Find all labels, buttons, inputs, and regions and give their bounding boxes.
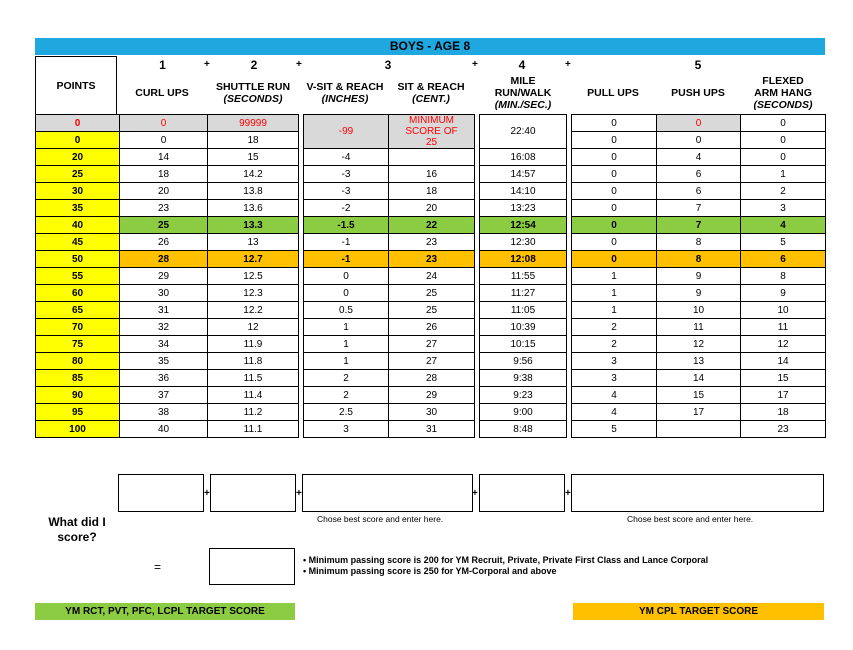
table-row — [572, 302, 826, 319]
table-row — [36, 251, 299, 268]
mile-run-cell: 14:10 — [480, 183, 567, 200]
table-row — [36, 285, 299, 302]
vsit-reach-cell: 0 — [304, 285, 389, 302]
pull-ups-cell: 4 — [572, 404, 657, 421]
curl-ups-cell: 18 — [120, 166, 208, 183]
mile-run-cell: 12:54 — [480, 217, 567, 234]
points-cell: 50 — [36, 251, 120, 268]
table-row — [304, 319, 475, 336]
flexed-arm-hang-cell: 23 — [741, 421, 826, 438]
push-ups-cell: 9 — [657, 268, 741, 285]
plus-sign: + — [472, 488, 478, 499]
table-row — [304, 336, 475, 353]
pull-ups-cell: 5 — [572, 421, 657, 438]
vsit-reach-cell: -3 — [304, 183, 389, 200]
shuttle-run-cell: 12.7 — [208, 251, 299, 268]
table-row — [36, 217, 299, 234]
table-row — [304, 353, 475, 370]
flexed-arm-hang-cell: 4 — [741, 217, 826, 234]
table-row — [36, 404, 299, 421]
score-entry-mile[interactable] — [479, 474, 565, 512]
table-row — [304, 217, 475, 234]
flexed-arm-hang-cell: 10 — [741, 302, 826, 319]
vsit-reach-cell: 1 — [304, 336, 389, 353]
shuttle-run-cell: 11.8 — [208, 353, 299, 370]
curl-ups-cell: 32 — [120, 319, 208, 336]
pull-ups-cell: 0 — [572, 115, 657, 132]
mile-run-cell: 12:08 — [480, 251, 567, 268]
pull-ups-cell: 1 — [572, 302, 657, 319]
shuttle-run-cell: 13.3 — [208, 217, 299, 234]
sit-reach-cell: 25 — [389, 285, 475, 302]
shuttle-run-cell: 12.2 — [208, 302, 299, 319]
shuttle-run-cell: 11.2 — [208, 404, 299, 421]
table-row — [572, 183, 826, 200]
table-row — [480, 302, 567, 319]
flexed-arm-hang-cell: 17 — [741, 387, 826, 404]
sit-reach-cell: 28 — [389, 370, 475, 387]
vsit-reach-cell: 0 — [304, 268, 389, 285]
header-sit-reach: SIT & REACH (CENT.) — [397, 81, 465, 105]
sit-reach-cell: 31 — [389, 421, 475, 438]
curl-ups-cell: 34 — [120, 336, 208, 353]
choose-best-note-right: Chose best score and enter here. — [627, 514, 754, 524]
plus-sign: + — [296, 488, 302, 499]
sit-reach-cell: 16 — [389, 166, 475, 183]
table-row — [572, 217, 826, 234]
table-row — [480, 268, 567, 285]
pull-ups-cell: 0 — [572, 166, 657, 183]
page-title: BOYS - AGE 8 — [35, 38, 825, 55]
sit-reach-cell: 20 — [389, 200, 475, 217]
plus-sign: + — [472, 59, 478, 70]
table-row — [572, 200, 826, 217]
plus-sign: + — [204, 59, 210, 70]
flexed-arm-hang-cell: 14 — [741, 353, 826, 370]
push-ups-cell: 11 — [657, 319, 741, 336]
flexed-arm-hang-cell: 0 — [741, 115, 826, 132]
group-number-3: 3 — [384, 58, 392, 72]
push-ups-cell — [657, 421, 741, 438]
curl-ups-cell: 0 — [120, 132, 208, 149]
table-row — [36, 166, 299, 183]
table-row — [480, 353, 567, 370]
header-vsit-reach: V-SIT & REACH (INCHES) — [306, 81, 384, 105]
push-ups-cell: 17 — [657, 404, 741, 421]
table-row — [36, 183, 299, 200]
table-row — [304, 166, 475, 183]
table-row — [480, 404, 567, 421]
mile-run-cell: 11:55 — [480, 268, 567, 285]
table-row — [36, 370, 299, 387]
plus-sign: + — [565, 59, 571, 70]
sit-reach-cell: 18 — [389, 183, 475, 200]
table-row — [480, 149, 567, 166]
mile-run-cell: 16:08 — [480, 149, 567, 166]
points-cell: 45 — [36, 234, 120, 251]
pull-ups-cell: 2 — [572, 319, 657, 336]
score-table-right — [571, 114, 826, 438]
table-row — [480, 319, 567, 336]
table-row — [572, 132, 826, 149]
table-row — [36, 353, 299, 370]
table-row — [480, 251, 567, 268]
pull-ups-cell: 0 — [572, 251, 657, 268]
shuttle-run-cell: 99999 — [208, 115, 299, 132]
curl-ups-cell: 35 — [120, 353, 208, 370]
header-mile-run: MILE RUN/WALK (MIN./SEC.) — [494, 75, 552, 111]
pull-ups-cell: 0 — [572, 183, 657, 200]
table-row — [36, 132, 299, 149]
score-entry-upper-body[interactable] — [571, 474, 824, 512]
mile-run-cell: 13:23 — [480, 200, 567, 217]
mile-run-cell: 11:05 — [480, 302, 567, 319]
shuttle-run-cell: 11.4 — [208, 387, 299, 404]
table-row — [304, 234, 475, 251]
table-row — [480, 285, 567, 302]
vsit-reach-cell: 2 — [304, 387, 389, 404]
push-ups-cell: 6 — [657, 166, 741, 183]
table-row — [572, 251, 826, 268]
flexed-arm-hang-cell: 9 — [741, 285, 826, 302]
flexed-arm-hang-cell: 18 — [741, 404, 826, 421]
vsit-reach-cell: 2 — [304, 370, 389, 387]
points-cell: 20 — [36, 149, 120, 166]
sit-reach-cell: 29 — [389, 387, 475, 404]
vsit-reach-cell: -99 — [304, 115, 389, 149]
sit-reach-cell: 22 — [389, 217, 475, 234]
points-cell: 85 — [36, 370, 120, 387]
equals-sign: = — [154, 560, 162, 574]
table-row — [572, 404, 826, 421]
table-row — [480, 200, 567, 217]
mile-run-cell: 9:56 — [480, 353, 567, 370]
table-row — [572, 387, 826, 404]
table-row — [36, 200, 299, 217]
mile-run-cell: 8:48 — [480, 421, 567, 438]
push-ups-cell: 13 — [657, 353, 741, 370]
table-row — [36, 149, 299, 166]
curl-ups-cell: 0 — [120, 115, 208, 132]
push-ups-cell: 14 — [657, 370, 741, 387]
header-pull-ups: PULL UPS — [587, 87, 639, 99]
pull-ups-cell: 2 — [572, 336, 657, 353]
curl-ups-cell: 36 — [120, 370, 208, 387]
table-row — [480, 217, 567, 234]
points-cell: 95 — [36, 404, 120, 421]
table-row — [304, 251, 475, 268]
header-shuttle-run: SHUTTLE RUN (SECONDS) — [215, 81, 291, 105]
table-row — [304, 302, 475, 319]
table-row — [572, 285, 826, 302]
mile-run-cell: 9:38 — [480, 370, 567, 387]
push-ups-cell: 15 — [657, 387, 741, 404]
plus-sign: + — [565, 488, 571, 499]
points-cell: 70 — [36, 319, 120, 336]
pull-ups-cell: 0 — [572, 200, 657, 217]
target-score-green: YM RCT, PVT, PFC, LCPL TARGET SCORE — [35, 603, 295, 620]
sit-reach-cell: 25 — [389, 302, 475, 319]
table-row — [304, 115, 475, 149]
table-row — [36, 234, 299, 251]
pull-ups-cell: 0 — [572, 217, 657, 234]
shuttle-run-cell: 12 — [208, 319, 299, 336]
curl-ups-cell: 26 — [120, 234, 208, 251]
score-table-mile — [479, 114, 567, 438]
curl-ups-cell: 28 — [120, 251, 208, 268]
table-row — [572, 149, 826, 166]
mile-run-cell: 12:30 — [480, 234, 567, 251]
push-ups-cell: 0 — [657, 115, 741, 132]
table-row — [480, 183, 567, 200]
vsit-reach-cell: 3 — [304, 421, 389, 438]
shuttle-run-cell: 13.8 — [208, 183, 299, 200]
minimum-passing-note-1: • Minimum passing score is 200 for YM Recruit, Private, Private First Class and Lance Corporal — [303, 555, 709, 565]
points-cell: 30 — [36, 183, 120, 200]
sit-reach-cell: 26 — [389, 319, 475, 336]
shuttle-run-cell: 15 — [208, 149, 299, 166]
shuttle-run-cell: 13 — [208, 234, 299, 251]
vsit-reach-cell: -1 — [304, 251, 389, 268]
score-table-left — [35, 114, 299, 438]
push-ups-cell: 10 — [657, 302, 741, 319]
table-row — [36, 115, 299, 132]
push-ups-cell: 12 — [657, 336, 741, 353]
sit-reach-cell — [389, 149, 475, 166]
points-cell: 55 — [36, 268, 120, 285]
flexed-arm-hang-cell: 11 — [741, 319, 826, 336]
pull-ups-cell: 0 — [572, 234, 657, 251]
group-number-2: 2 — [250, 58, 258, 72]
vsit-reach-cell: -1 — [304, 234, 389, 251]
table-row — [572, 268, 826, 285]
table-row — [304, 200, 475, 217]
curl-ups-cell: 23 — [120, 200, 208, 217]
table-row — [572, 319, 826, 336]
flexed-arm-hang-cell: 3 — [741, 200, 826, 217]
plus-sign: + — [204, 488, 210, 499]
points-cell: 0 — [36, 115, 120, 132]
curl-ups-cell: 31 — [120, 302, 208, 319]
mile-run-cell: 10:15 — [480, 336, 567, 353]
mile-run-cell: 11:27 — [480, 285, 567, 302]
mile-run-cell: 9:23 — [480, 387, 567, 404]
table-row — [572, 234, 826, 251]
flexed-arm-hang-cell: 12 — [741, 336, 826, 353]
sit-reach-cell: 30 — [389, 404, 475, 421]
points-cell: 60 — [36, 285, 120, 302]
header-flexed-arm-hang: FLEXED ARM HANG (SECONDS) — [753, 75, 813, 111]
push-ups-cell: 7 — [657, 217, 741, 234]
table-row — [572, 166, 826, 183]
table-row — [572, 353, 826, 370]
target-score-orange: YM CPL TARGET SCORE — [573, 603, 824, 620]
table-row — [480, 370, 567, 387]
table-row — [36, 302, 299, 319]
shuttle-run-cell: 12.5 — [208, 268, 299, 285]
mile-run-cell: 22:40 — [480, 115, 567, 149]
minimum-score-note: MINIMUM SCORE OF 25 — [389, 115, 475, 149]
pull-ups-cell: 0 — [572, 132, 657, 149]
points-cell: 0 — [36, 132, 120, 149]
table-row — [36, 387, 299, 404]
flexed-arm-hang-cell: 2 — [741, 183, 826, 200]
curl-ups-cell: 30 — [120, 285, 208, 302]
curl-ups-cell: 40 — [120, 421, 208, 438]
table-row — [480, 421, 567, 438]
sit-reach-cell: 27 — [389, 353, 475, 370]
table-row — [304, 268, 475, 285]
shuttle-run-cell: 11.1 — [208, 421, 299, 438]
push-ups-cell: 8 — [657, 234, 741, 251]
table-row — [480, 336, 567, 353]
table-row — [480, 166, 567, 183]
push-ups-cell: 7 — [657, 200, 741, 217]
flexed-arm-hang-cell: 6 — [741, 251, 826, 268]
curl-ups-cell: 29 — [120, 268, 208, 285]
shuttle-run-cell: 18 — [208, 132, 299, 149]
flexed-arm-hang-cell: 15 — [741, 370, 826, 387]
curl-ups-cell: 37 — [120, 387, 208, 404]
sit-reach-cell: 23 — [389, 251, 475, 268]
score-entry-shuttle-run[interactable] — [210, 474, 296, 512]
table-row — [304, 285, 475, 302]
table-row — [304, 183, 475, 200]
push-ups-cell: 6 — [657, 183, 741, 200]
header-push-ups: PUSH UPS — [671, 87, 725, 99]
curl-ups-cell: 14 — [120, 149, 208, 166]
table-row — [480, 387, 567, 404]
shuttle-run-cell: 14.2 — [208, 166, 299, 183]
curl-ups-cell: 25 — [120, 217, 208, 234]
table-row — [572, 336, 826, 353]
vsit-reach-cell: -2 — [304, 200, 389, 217]
header-points: POINTS — [35, 56, 117, 114]
push-ups-cell: 9 — [657, 285, 741, 302]
vsit-reach-cell: -3 — [304, 166, 389, 183]
vsit-reach-cell: -1.5 — [304, 217, 389, 234]
group-number-4: 4 — [518, 58, 526, 72]
table-row — [480, 115, 567, 149]
flexed-arm-hang-cell: 8 — [741, 268, 826, 285]
shuttle-run-cell: 11.9 — [208, 336, 299, 353]
points-cell: 65 — [36, 302, 120, 319]
table-row — [304, 421, 475, 438]
pull-ups-cell: 0 — [572, 149, 657, 166]
points-cell: 90 — [36, 387, 120, 404]
table-row — [480, 234, 567, 251]
score-entry-curl-ups[interactable] — [118, 474, 204, 512]
table-row — [304, 404, 475, 421]
curl-ups-cell: 20 — [120, 183, 208, 200]
table-row — [36, 421, 299, 438]
sit-reach-cell: 27 — [389, 336, 475, 353]
table-row — [572, 370, 826, 387]
score-entry-flexibility[interactable] — [302, 474, 473, 512]
flexed-arm-hang-cell: 0 — [741, 149, 826, 166]
group-number-5: 5 — [694, 58, 702, 72]
plus-sign: + — [296, 59, 302, 70]
table-row — [304, 149, 475, 166]
push-ups-cell: 0 — [657, 132, 741, 149]
total-score-box[interactable] — [209, 548, 295, 585]
flexed-arm-hang-cell: 1 — [741, 166, 826, 183]
sit-reach-cell: 24 — [389, 268, 475, 285]
flexed-arm-hang-cell: 5 — [741, 234, 826, 251]
pull-ups-cell: 4 — [572, 387, 657, 404]
points-cell: 100 — [36, 421, 120, 438]
vsit-reach-cell: 0.5 — [304, 302, 389, 319]
pull-ups-cell: 1 — [572, 268, 657, 285]
curl-ups-cell: 38 — [120, 404, 208, 421]
pull-ups-cell: 3 — [572, 370, 657, 387]
points-cell: 35 — [36, 200, 120, 217]
mile-run-cell: 14:57 — [480, 166, 567, 183]
table-row — [36, 268, 299, 285]
table-row — [36, 336, 299, 353]
mile-run-cell: 9:00 — [480, 404, 567, 421]
mile-run-cell: 10:39 — [480, 319, 567, 336]
table-row — [572, 421, 826, 438]
sit-reach-cell: 23 — [389, 234, 475, 251]
shuttle-run-cell: 13.6 — [208, 200, 299, 217]
what-did-i-score-label: What did I score? — [48, 515, 106, 544]
table-row — [36, 319, 299, 336]
shuttle-run-cell: 12.3 — [208, 285, 299, 302]
flexed-arm-hang-cell: 0 — [741, 132, 826, 149]
push-ups-cell: 8 — [657, 251, 741, 268]
shuttle-run-cell: 11.5 — [208, 370, 299, 387]
choose-best-note: Chose best score and enter here. — [317, 514, 444, 524]
points-cell: 75 — [36, 336, 120, 353]
vsit-reach-cell: 1 — [304, 319, 389, 336]
score-table-flex — [303, 114, 475, 438]
minimum-passing-note-2: • Minimum passing score is 250 for YM-Corporal and above — [303, 566, 557, 576]
push-ups-cell: 4 — [657, 149, 741, 166]
table-row — [304, 370, 475, 387]
vsit-reach-cell: 2.5 — [304, 404, 389, 421]
table-row — [572, 115, 826, 132]
header-curl-ups: CURL UPS — [135, 87, 189, 99]
points-cell: 25 — [36, 166, 120, 183]
vsit-reach-cell: -4 — [304, 149, 389, 166]
table-row — [304, 387, 475, 404]
group-number-1: 1 — [159, 58, 166, 72]
pull-ups-cell: 1 — [572, 285, 657, 302]
pull-ups-cell: 3 — [572, 353, 657, 370]
vsit-reach-cell: 1 — [304, 353, 389, 370]
points-cell: 40 — [36, 217, 120, 234]
points-cell: 80 — [36, 353, 120, 370]
